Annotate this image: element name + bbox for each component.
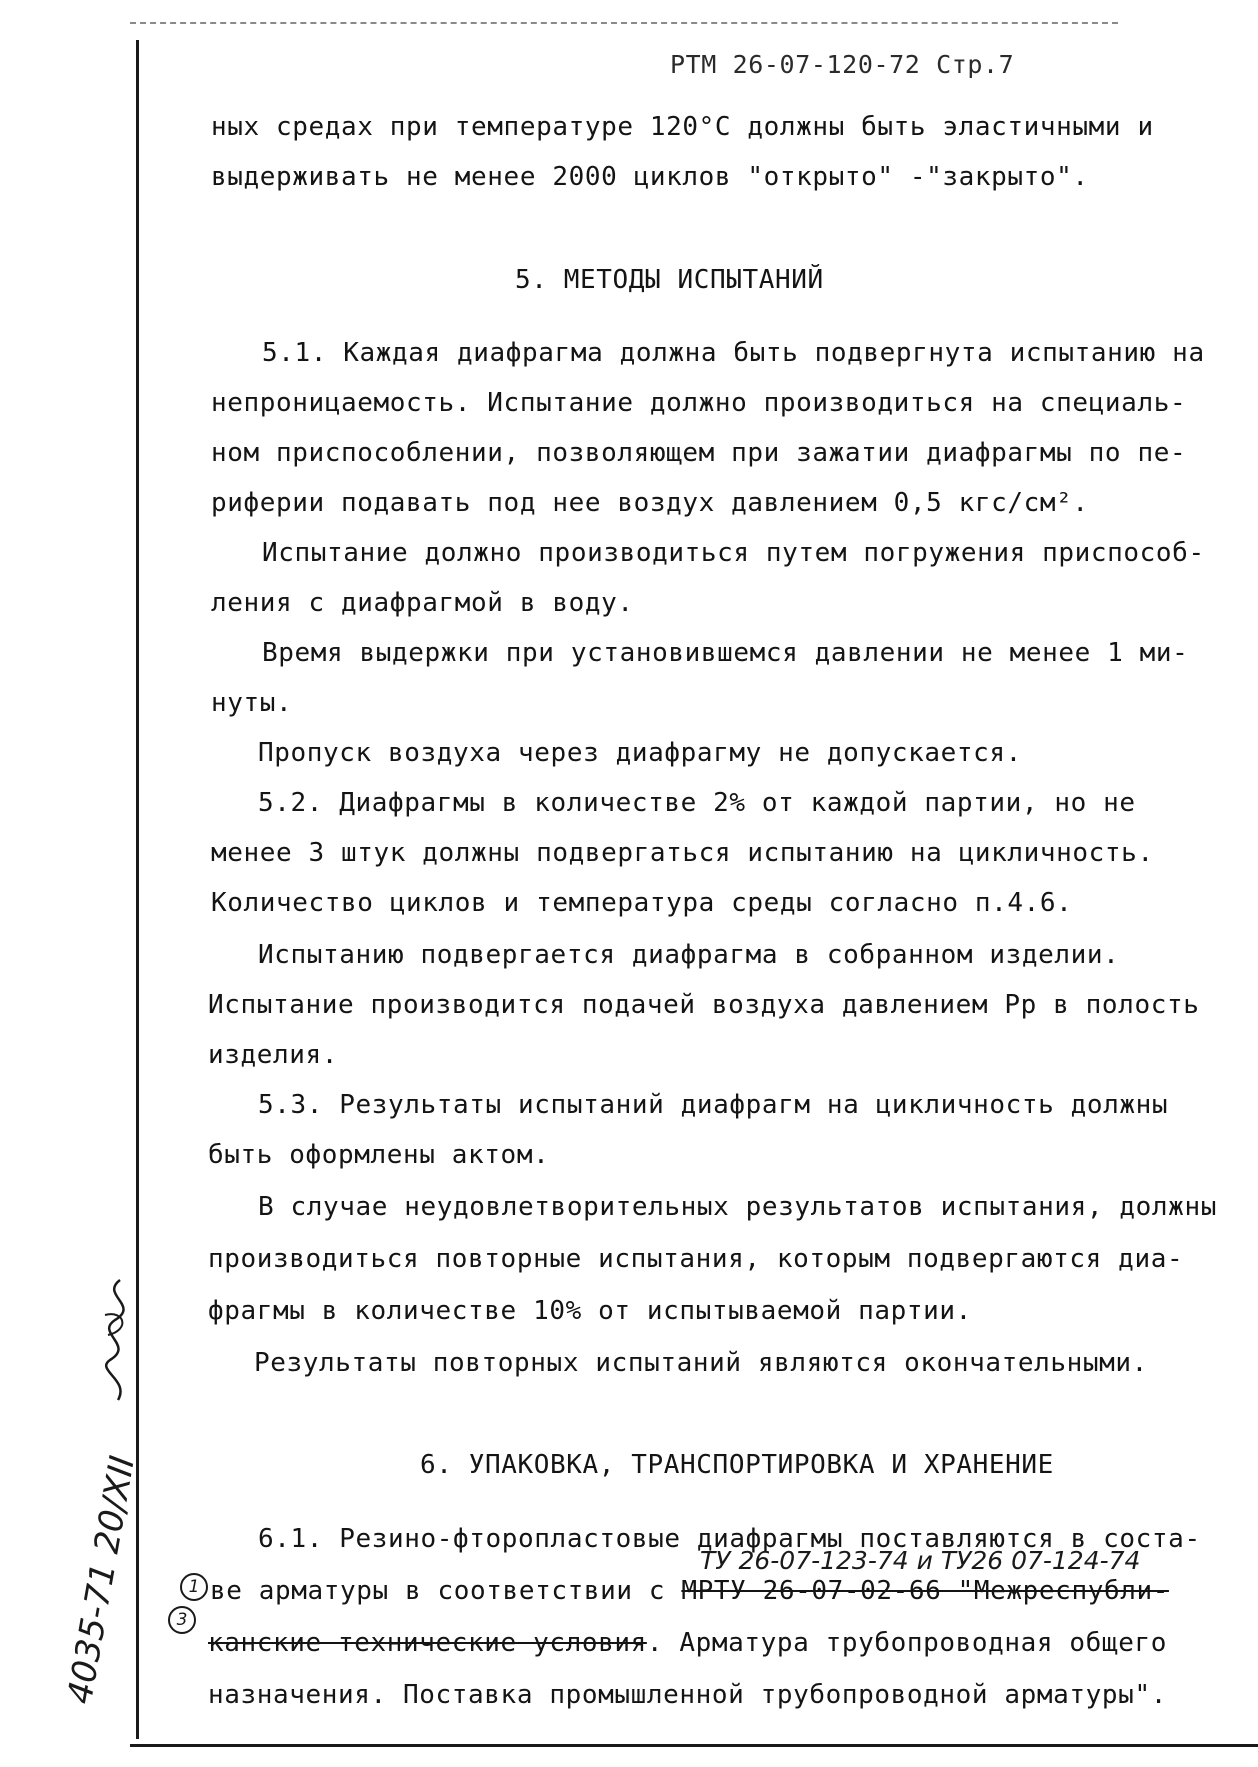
s5-line: Испытание производится подачей воздуха давлением Рр в полость — [208, 990, 1200, 1020]
s5-line: производиться повторные испытания, которым подвергаются диа- — [208, 1244, 1184, 1274]
handwritten-insertion: ТУ 26-07-123-74 и ТУ26 07-124-74 — [700, 1546, 1141, 1575]
s5-line: фрагмы в количестве 10% от испытываемой партии. — [208, 1296, 972, 1326]
s6-line-3-text: . Арматура трубопроводная общего — [646, 1628, 1167, 1658]
s5-line: В случае неудовлетворительных результатов испытания, должны — [258, 1192, 1217, 1222]
bottom-rule — [130, 1744, 1258, 1747]
struck-reference: МРТУ 26-07-02-66 "Межреспубли- — [681, 1576, 1169, 1606]
s6-line-1: 6.1. Резино-фторопластовые диафрагмы поставляются в соста- — [258, 1524, 1201, 1554]
intro-line-2: выдерживать не менее 2000 циклов "открыто" -"закрыто". — [211, 162, 1089, 192]
intro-line-1: ных средах при температуре 120°С должны быть эластичными и — [211, 112, 1154, 142]
s5-line: 5.1. Каждая диафрагма должна быть подвергнута испытанию на — [262, 338, 1205, 368]
s6-line-3 — [208, 1628, 1167, 1664]
s5-line: риферии подавать под нее воздух давлением 0,5 кгс/см². — [211, 488, 1089, 518]
circled-mark-1: 1 — [180, 1573, 208, 1601]
s6-line-4: назначения. Поставка промышленной трубопроводной арматуры". — [208, 1680, 1167, 1710]
page-header: РТМ 26-07-120-72 Стр.7 — [670, 50, 1015, 79]
s5-line: Время выдержки при установившемся давлении не менее 1 ми- — [262, 638, 1189, 668]
top-dashed-rule — [130, 22, 1118, 24]
s5-line: нуты. — [211, 688, 293, 718]
s5-line: быть оформлены актом. — [208, 1140, 550, 1170]
s5-line: Испытание должно производиться путем погружения приспособ- — [262, 538, 1205, 568]
s5-line: ном приспособлении, позволяющем при зажатии диафрагмы по пе- — [211, 438, 1187, 468]
s5-line: Количество циклов и температура среды согласно п.4.6. — [211, 888, 1073, 918]
s5-line: 5.3. Результаты испытаний диафрагм на цикличность должны — [258, 1090, 1169, 1120]
s5-line: непроницаемость. Испытание должно производиться на специаль- — [211, 388, 1187, 418]
s6-line-2-text: ве арматуры в соответствии с — [210, 1576, 682, 1606]
signature-scribble — [90, 1275, 150, 1405]
s5-line: Результаты повторных испытаний являются окончательными. — [254, 1348, 1148, 1378]
s5-line: ления с диафрагмой в воду. — [211, 588, 634, 618]
s5-line: изделия. — [208, 1040, 339, 1070]
s6-line-2 — [210, 1576, 1169, 1612]
struck-title: канские технические условия — [208, 1628, 647, 1658]
circled-mark-3: 3 — [168, 1606, 196, 1634]
s5-line: Пропуск воздуха через диафрагму не допускается. — [258, 738, 1022, 768]
s5-line: Испытанию подвергается диафрагма в собранном изделии. — [258, 940, 1120, 970]
section-6-title: 6. УПАКОВКА, ТРАНСПОРТИРОВКА И ХРАНЕНИЕ — [420, 1450, 1054, 1480]
s5-line: менее 3 штук должны подвергаться испытанию на цикличность. — [211, 838, 1154, 868]
s5-line: 5.2. Диафрагмы в количестве 2% от каждой партии, но не — [258, 788, 1136, 818]
section-5-title: 5. МЕТОДЫ ИСПЫТАНИЙ — [515, 265, 824, 295]
margin-handwritten-note: 4035-71 20/XII — [60, 1452, 143, 1707]
